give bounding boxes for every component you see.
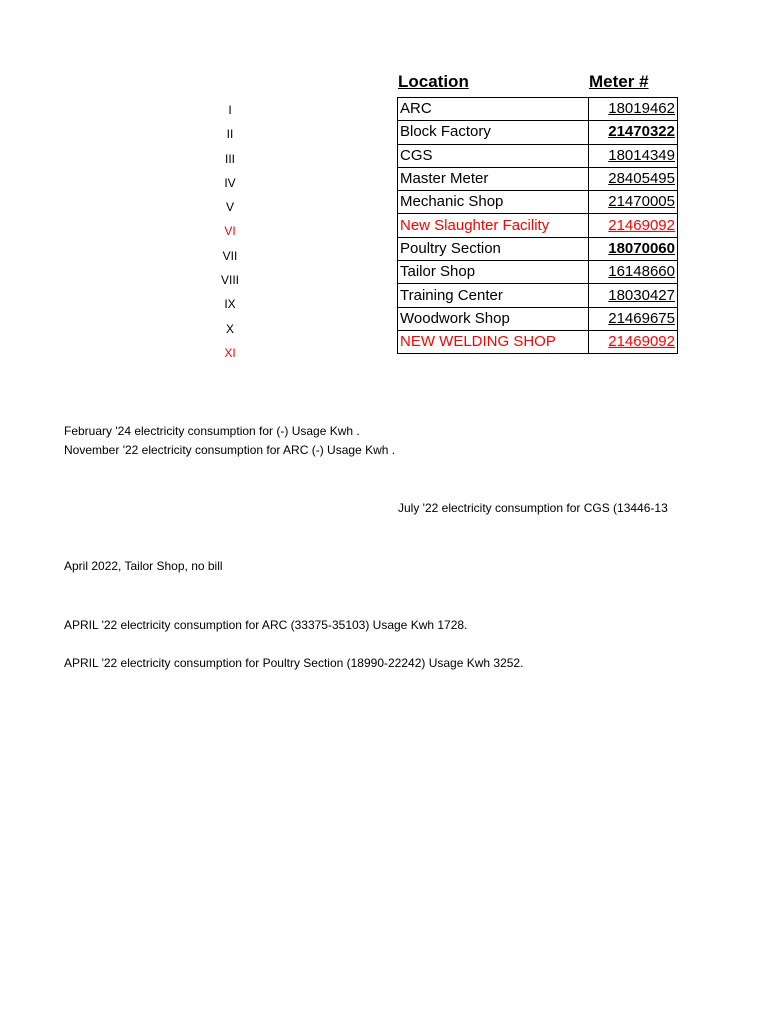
row-numeral[interactable]: V <box>225 200 234 215</box>
meter-cell[interactable]: 18019462 <box>589 98 678 121</box>
table-row <box>398 98 678 121</box>
row-numeral[interactable]: II <box>226 127 234 142</box>
location-cell[interactable]: ARC <box>398 98 589 121</box>
table-row <box>398 121 678 144</box>
row-numeral[interactable]: VII <box>222 248 238 263</box>
meter-cell[interactable]: 21470005 <box>589 191 678 214</box>
note-cell-apr-22-poultry[interactable]: APRIL '22 electricity consumption for Poultry Section (18990-22242) Usage Kwh 3252. <box>64 656 524 670</box>
table-row <box>398 261 678 284</box>
table-row <box>398 237 678 260</box>
table-row <box>398 191 678 214</box>
row-numeral-column <box>200 98 260 365</box>
note-cell-jul-22[interactable]: July '22 electricity consumption for CGS (13446-13 <box>398 501 668 515</box>
table-row <box>398 330 678 353</box>
row-numeral[interactable]: X <box>225 321 234 336</box>
meter-cell[interactable]: 18030427 <box>589 284 678 307</box>
location-cell[interactable]: New Slaughter Facility <box>398 214 589 237</box>
meter-cell[interactable]: 21469675 <box>589 307 678 330</box>
location-cell[interactable]: Master Meter <box>398 167 589 190</box>
row-numeral[interactable]: IV <box>224 175 236 190</box>
table-row <box>398 167 678 190</box>
row-numeral[interactable]: VI <box>224 224 236 239</box>
note-cell-feb-24[interactable]: February '24 electricity consumption for (-) Usage Kwh . <box>64 424 360 438</box>
column-header-meter[interactable]: Meter # <box>589 72 649 91</box>
row-numeral[interactable]: I <box>228 103 232 117</box>
note-cell-apr-22-arc[interactable]: APRIL '22 electricity consumption for ARC (33375-35103) Usage Kwh 1728. <box>64 618 468 632</box>
meter-cell[interactable]: 28405495 <box>589 167 678 190</box>
note-cell-apr-22-tailor[interactable]: April 2022, Tailor Shop, no bill <box>64 559 223 573</box>
location-cell[interactable]: Mechanic Shop <box>398 191 589 214</box>
table-row <box>398 284 678 307</box>
meter-cell[interactable]: 21470322 <box>589 121 678 144</box>
location-cell[interactable]: Poultry Section <box>398 237 589 260</box>
meter-cell[interactable]: 18070060 <box>589 237 678 260</box>
meter-cell[interactable]: 21469092 <box>589 214 678 237</box>
row-numeral[interactable]: XI <box>224 345 236 360</box>
location-cell[interactable]: Training Center <box>398 284 589 307</box>
row-numeral[interactable]: III <box>224 151 235 166</box>
meter-table <box>397 97 678 354</box>
location-cell[interactable]: NEW WELDING SHOP <box>398 330 589 353</box>
meter-cell[interactable]: 21469092 <box>589 330 678 353</box>
location-cell[interactable]: Woodwork Shop <box>398 307 589 330</box>
column-header-location[interactable]: Location <box>398 72 469 91</box>
table-row <box>398 214 678 237</box>
location-cell[interactable]: Block Factory <box>398 121 589 144</box>
location-cell[interactable]: Tailor Shop <box>398 261 589 284</box>
table-row <box>398 307 678 330</box>
meter-cell[interactable]: 16148660 <box>589 261 678 284</box>
note-cell-nov-22[interactable]: November '22 electricity consumption for ARC (-) Usage Kwh . <box>64 443 396 457</box>
table-row <box>398 144 678 167</box>
row-numeral[interactable]: VIII <box>220 273 239 288</box>
row-numeral[interactable]: IX <box>224 297 236 312</box>
meter-cell[interactable]: 18014349 <box>589 144 678 167</box>
location-cell[interactable]: CGS <box>398 144 589 167</box>
